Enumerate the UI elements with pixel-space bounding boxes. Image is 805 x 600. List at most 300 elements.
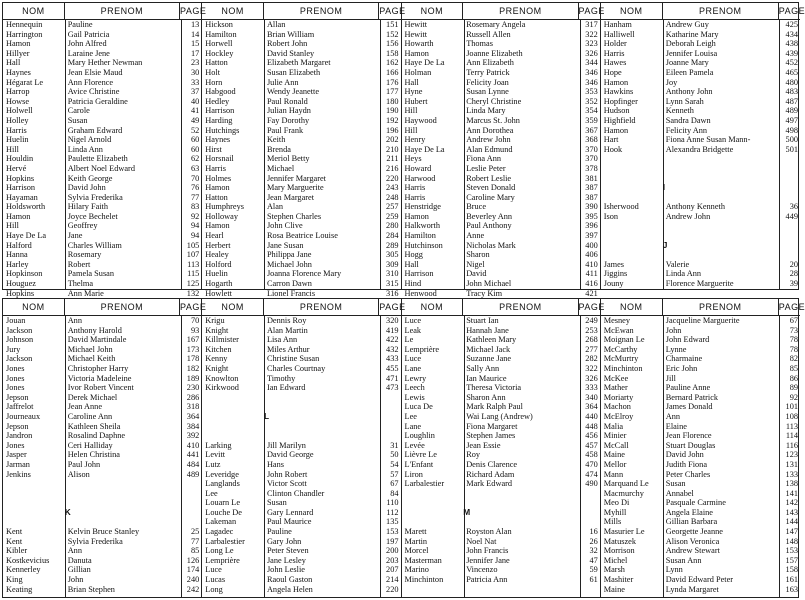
page-cell: 411 bbox=[585, 269, 598, 279]
table-row bbox=[402, 250, 600, 260]
table-row bbox=[402, 106, 600, 116]
prenom-cell: Keith bbox=[266, 135, 286, 145]
table-row bbox=[402, 498, 600, 508]
page-cell: 473 bbox=[386, 383, 399, 393]
prenom-cell: Keith George bbox=[67, 173, 113, 183]
table-row bbox=[601, 508, 800, 518]
table-row bbox=[601, 202, 800, 212]
nom-cell: Harrington bbox=[6, 29, 43, 39]
page-cell: 36 bbox=[789, 202, 798, 212]
prenom-cell: Paul Maurice bbox=[266, 517, 312, 527]
prenom-cell: Dennis Roy bbox=[266, 316, 307, 325]
table-row bbox=[601, 279, 800, 289]
nom-cell: Jaffrelot bbox=[6, 402, 34, 412]
page-cell bbox=[779, 241, 800, 251]
prenom-cell: Russell Allen bbox=[466, 29, 511, 39]
prenom-cell: Pauline Anne bbox=[665, 383, 711, 393]
nom-cell: Lane bbox=[404, 363, 422, 373]
nom-cell: Holmes bbox=[205, 173, 232, 183]
nom-cell bbox=[601, 154, 663, 164]
prenom-cell: Thomas bbox=[466, 39, 493, 49]
page-cell: 220 bbox=[386, 173, 399, 183]
prenom-cell: Robert Leslie bbox=[466, 173, 512, 183]
page-cell: 62 bbox=[190, 154, 200, 164]
nom-cell: Maine bbox=[603, 450, 625, 460]
page-cell: 15 bbox=[190, 39, 200, 49]
prenom-cell: Alexandra Bridgette bbox=[665, 144, 734, 154]
page-cell: 49 bbox=[190, 115, 200, 125]
table-row bbox=[202, 221, 400, 231]
prenom-cell: Ann Marie bbox=[67, 288, 104, 298]
page-cell: 438 bbox=[785, 39, 798, 49]
prenom-cell: Susan Elizabeth bbox=[266, 67, 321, 77]
table-row bbox=[3, 470, 201, 480]
page-cell: 456 bbox=[585, 431, 598, 441]
nom-cell: McCall bbox=[603, 440, 629, 450]
table-row bbox=[202, 575, 400, 585]
nom-cell: Minier bbox=[603, 431, 627, 441]
prenom-cell: Georgette Jeanne bbox=[665, 527, 723, 537]
table-row bbox=[3, 68, 201, 78]
page-cell bbox=[180, 508, 201, 518]
table-row bbox=[402, 202, 600, 212]
page-cell: 352 bbox=[585, 96, 598, 106]
index-column-3 bbox=[402, 3, 605, 298]
nom-cell: Hope bbox=[603, 67, 622, 77]
nom-cell: Jenkins bbox=[6, 469, 31, 479]
prenom-cell: Linda Ann bbox=[665, 269, 702, 279]
nom-cell: Jarman bbox=[6, 459, 30, 469]
table-row bbox=[601, 68, 800, 78]
page-cell: 67 bbox=[789, 316, 798, 325]
nom-cell: Horwell bbox=[205, 39, 233, 49]
page-cell: 78 bbox=[789, 335, 798, 345]
page-cell: 63 bbox=[190, 163, 200, 173]
table-row bbox=[202, 354, 400, 364]
prenom-cell: Noel Nat bbox=[466, 536, 497, 546]
nom-cell bbox=[202, 422, 264, 432]
header-nom: NOM bbox=[402, 299, 464, 315]
prenom-cell: Charmaine bbox=[665, 354, 703, 364]
page-cell: 406 bbox=[585, 250, 598, 260]
page-cell: 322 bbox=[585, 29, 598, 39]
nom-cell: Meo Di bbox=[603, 498, 630, 508]
prenom-cell: Paul John bbox=[67, 459, 101, 469]
nom-cell: Long bbox=[205, 584, 223, 594]
page-cell: 77 bbox=[190, 536, 200, 546]
table-row bbox=[3, 289, 201, 299]
table-row bbox=[3, 269, 201, 279]
table-row bbox=[202, 78, 400, 88]
nom-cell: Hall bbox=[404, 77, 419, 87]
prenom-cell: Jean Florence bbox=[665, 431, 712, 441]
table-row bbox=[601, 383, 800, 393]
page-cell bbox=[379, 431, 400, 441]
prenom-cell: Andrew John bbox=[466, 135, 511, 145]
page-cell: 268 bbox=[585, 335, 598, 345]
page-cell: 410 bbox=[186, 440, 200, 450]
table-row bbox=[3, 164, 201, 174]
page-cell: 465 bbox=[785, 67, 798, 77]
page-cell: 94 bbox=[190, 231, 200, 241]
table-row bbox=[3, 556, 201, 566]
prenom-cell bbox=[65, 489, 180, 499]
page-cell: 125 bbox=[186, 279, 200, 289]
prenom-cell: Sharon bbox=[466, 250, 490, 260]
table-row bbox=[3, 126, 201, 136]
page-cell: 470 bbox=[585, 459, 598, 469]
nom-cell bbox=[3, 489, 65, 499]
nom-cell: Harris bbox=[404, 183, 426, 193]
prenom-cell: Felicity Joan bbox=[466, 77, 509, 87]
page-cell: 190 bbox=[386, 106, 399, 116]
nom-cell: Holman bbox=[404, 67, 432, 77]
nom-cell: Hudson bbox=[603, 106, 630, 116]
prenom-cell bbox=[663, 164, 779, 174]
nom-cell: Marino bbox=[404, 565, 429, 575]
header-nom: NOM bbox=[3, 299, 65, 315]
prenom-cell: Gillian Barbara bbox=[665, 517, 718, 527]
table-row bbox=[3, 231, 201, 241]
nom-cell: Hamilton bbox=[205, 29, 237, 39]
table-row bbox=[402, 97, 600, 107]
nom-cell: Habgood bbox=[205, 87, 236, 97]
table-row bbox=[3, 422, 201, 432]
prenom-cell: Ann Dorothea bbox=[466, 125, 514, 135]
page-cell: 77 bbox=[190, 192, 200, 202]
nom-cell: Hamon bbox=[404, 211, 429, 221]
nom-cell: Hearl bbox=[205, 231, 224, 241]
nom-cell: Haye De La bbox=[404, 144, 445, 154]
page-cell: 83 bbox=[190, 202, 200, 212]
prenom-cell: Charles William bbox=[67, 240, 122, 250]
nom-cell: Lee bbox=[404, 411, 417, 421]
nom-cell: Mesney bbox=[603, 316, 631, 325]
page-cell: 326 bbox=[585, 48, 598, 58]
page-cell: 147 bbox=[785, 527, 798, 537]
table-row bbox=[601, 441, 800, 451]
nom-cell: Isherwood bbox=[603, 202, 639, 212]
prenom-cell: Jean Margaret bbox=[266, 192, 315, 202]
table-row bbox=[3, 393, 201, 403]
prenom-cell: Alan Edmund bbox=[466, 144, 513, 154]
prenom-cell: Mark Edward bbox=[466, 479, 513, 489]
page-cell: 282 bbox=[585, 354, 598, 364]
page-cell: 13 bbox=[190, 20, 200, 29]
nom-cell: Hirst bbox=[205, 144, 222, 154]
table-row bbox=[3, 335, 201, 345]
page-cell: 163 bbox=[785, 584, 798, 594]
nom-cell: Killmister bbox=[205, 335, 239, 345]
prenom-cell bbox=[264, 393, 379, 403]
nom-cell: Minchinton bbox=[404, 575, 444, 585]
prenom-cell: Anthony Kenneth bbox=[665, 202, 725, 212]
header-nom: NOM bbox=[402, 3, 464, 19]
table-row bbox=[402, 326, 600, 336]
table-row bbox=[3, 374, 201, 384]
table-row bbox=[601, 260, 800, 270]
prenom-cell bbox=[663, 231, 779, 241]
prenom-cell: Mark Ralph Paul bbox=[466, 402, 523, 412]
prenom-cell: Ann Florence bbox=[67, 77, 114, 87]
table-row bbox=[601, 412, 800, 422]
table-row bbox=[202, 193, 400, 203]
nom-cell: L'Enfant bbox=[404, 459, 434, 469]
nom-cell: Hill bbox=[404, 106, 418, 116]
page-cell: 500 bbox=[785, 135, 798, 145]
prenom-cell: Kelvin Bruce Stanley bbox=[67, 527, 140, 537]
nom-cell: Hogg bbox=[404, 250, 423, 260]
table-row bbox=[202, 527, 400, 537]
table-row bbox=[601, 498, 800, 508]
nom-cell: Jackson bbox=[6, 325, 33, 335]
page-cell: 32 bbox=[589, 546, 598, 556]
page-cell: 432 bbox=[386, 344, 399, 354]
page-cell bbox=[579, 517, 600, 527]
section-letter-row bbox=[601, 183, 800, 193]
prenom-cell: Gary John bbox=[266, 536, 302, 546]
table-row bbox=[601, 78, 800, 88]
prenom-cell bbox=[463, 489, 578, 499]
page-cell: 57 bbox=[390, 469, 399, 479]
page-cell: 220 bbox=[386, 584, 399, 594]
page-cell: 434 bbox=[785, 29, 798, 39]
page-cell: 422 bbox=[386, 335, 399, 345]
prenom-cell: John Francis bbox=[466, 546, 509, 556]
table-row bbox=[202, 498, 400, 508]
prenom-cell: Steven Donald bbox=[466, 183, 516, 193]
table-row bbox=[601, 126, 800, 136]
nom-cell: Horn bbox=[205, 77, 223, 87]
nom-cell: Henry bbox=[404, 135, 426, 145]
nom-cell: Leak bbox=[404, 325, 422, 335]
table-row bbox=[3, 106, 201, 116]
page-cell: 85 bbox=[789, 363, 798, 373]
prenom-cell: Susan bbox=[665, 479, 686, 489]
page-cell: 25 bbox=[190, 527, 200, 537]
nom-cell: Macmurchy bbox=[603, 488, 644, 498]
page-cell: 70 bbox=[190, 316, 200, 325]
nom-cell: Hutchinson bbox=[404, 240, 443, 250]
header-prenom: PRENOM bbox=[663, 3, 779, 19]
nom-cell bbox=[601, 174, 663, 184]
prenom-cell: Linda Ann bbox=[67, 144, 103, 154]
prenom-cell: John Clive bbox=[266, 221, 303, 231]
page-cell: 144 bbox=[785, 517, 798, 527]
prenom-cell: Thelma bbox=[67, 279, 94, 289]
nom-cell: Hind bbox=[404, 279, 422, 289]
prenom-cell: Katharine Mary bbox=[665, 29, 719, 39]
prenom-cell: Meriol Betty bbox=[266, 154, 310, 164]
page-cell: 174 bbox=[186, 565, 200, 575]
nom-cell: Harley bbox=[6, 259, 29, 269]
table-row bbox=[3, 20, 201, 30]
nom-cell: Journeaux bbox=[6, 411, 41, 421]
nom-cell: Levée bbox=[404, 440, 425, 450]
table-row bbox=[402, 546, 600, 556]
page-cell: 30 bbox=[190, 67, 200, 77]
prenom-cell bbox=[663, 193, 779, 203]
page-cell: 180 bbox=[386, 96, 399, 106]
nom-cell: Kent bbox=[6, 527, 23, 537]
page-cell: 370 bbox=[585, 144, 598, 154]
prenom-cell: Michael Jack bbox=[466, 344, 511, 354]
prenom-cell: Andrew Guy bbox=[665, 20, 709, 29]
prenom-cell: Jean Essie bbox=[466, 440, 501, 450]
nom-cell: Knight bbox=[205, 363, 229, 373]
page-cell: 196 bbox=[386, 125, 399, 135]
page-cell: 176 bbox=[386, 77, 399, 87]
table-row bbox=[202, 231, 400, 241]
page-cell bbox=[779, 231, 800, 241]
table-row bbox=[202, 335, 400, 345]
prenom-cell: Victor Scott bbox=[266, 479, 307, 489]
nom-cell: Humphreys bbox=[205, 202, 244, 212]
prenom-cell: John Leslie bbox=[266, 565, 305, 575]
table-row bbox=[601, 212, 800, 222]
page-cell bbox=[379, 402, 400, 412]
nom-cell: Maine bbox=[603, 584, 625, 594]
page-cell: 458 bbox=[585, 450, 598, 460]
page-cell: 107 bbox=[186, 250, 200, 260]
nom-cell: Hall bbox=[6, 58, 21, 68]
prenom-cell: Lynda Margaret bbox=[665, 584, 719, 594]
table-row bbox=[601, 58, 800, 68]
page-cell: 320 bbox=[386, 316, 399, 325]
index-column-3 bbox=[402, 299, 605, 597]
prenom-cell: Susan Ann bbox=[665, 555, 702, 565]
page-cell: 480 bbox=[785, 77, 798, 87]
prenom-cell: Nicholas Mark bbox=[466, 240, 516, 250]
page-cell: 78 bbox=[789, 344, 798, 354]
nom-cell: Long Le bbox=[205, 546, 234, 556]
page-cell: 425 bbox=[785, 20, 798, 29]
nom-cell: Masterman bbox=[404, 555, 442, 565]
prenom-cell: Kenneth bbox=[665, 106, 694, 116]
prenom-cell: Hannah Jane bbox=[466, 325, 509, 335]
prenom-cell: Beverley Ann bbox=[466, 211, 513, 221]
table-row bbox=[402, 231, 600, 241]
prenom-cell: John Robert bbox=[266, 469, 308, 479]
nom-cell: Hook bbox=[603, 144, 623, 154]
table-row bbox=[402, 260, 600, 270]
prenom-cell bbox=[663, 250, 779, 260]
page-cell: 158 bbox=[785, 565, 798, 575]
page-cell: 333 bbox=[585, 383, 598, 393]
nom-cell: Hill bbox=[6, 144, 19, 154]
prenom-cell: Christopher Harry bbox=[67, 363, 129, 373]
nom-cell: Healey bbox=[205, 250, 229, 260]
nom-cell: Luce bbox=[404, 316, 422, 325]
table-row bbox=[402, 174, 600, 184]
prenom-cell: Ann bbox=[67, 316, 82, 325]
page-cell: 315 bbox=[386, 279, 399, 289]
nom-cell: Hawes bbox=[603, 58, 627, 68]
table-row bbox=[601, 585, 800, 595]
table-row bbox=[601, 393, 800, 403]
nom-cell bbox=[402, 489, 464, 499]
table-row bbox=[202, 585, 400, 595]
table-row bbox=[3, 58, 201, 68]
table-row bbox=[3, 402, 201, 412]
prenom-cell: Derek Michael bbox=[67, 392, 118, 402]
index-column-2 bbox=[202, 299, 406, 597]
nom-cell: Hennequin bbox=[6, 20, 43, 29]
prenom-cell: Jennifer Louisa bbox=[665, 48, 718, 58]
nom-cell: Johnson bbox=[6, 335, 34, 345]
prenom-cell: Fiona Anne Susan Mann- bbox=[665, 135, 751, 145]
header-page: PAGE bbox=[778, 302, 805, 312]
nom-cell: Holder bbox=[603, 39, 627, 49]
nom-cell bbox=[601, 164, 663, 174]
prenom-cell: Pauline bbox=[67, 20, 93, 29]
table-row bbox=[202, 289, 400, 299]
nom-cell bbox=[3, 479, 65, 489]
prenom-cell: Sharon Ann bbox=[466, 392, 506, 402]
header-page: PAGE bbox=[180, 302, 207, 312]
page-cell: 101 bbox=[785, 402, 798, 412]
page-cell: 353 bbox=[585, 87, 598, 97]
page-cell: 322 bbox=[585, 363, 598, 373]
nom-cell: Knight bbox=[205, 325, 229, 335]
page-cell: 449 bbox=[785, 211, 798, 221]
prenom-cell: Roy bbox=[466, 450, 481, 460]
page-cell bbox=[180, 489, 201, 499]
prenom-cell: Joanne Mary bbox=[665, 58, 709, 68]
page-cell: 152 bbox=[386, 29, 399, 39]
table-row bbox=[3, 97, 201, 107]
table-row bbox=[3, 450, 201, 460]
table-row bbox=[601, 565, 800, 575]
prenom-cell: Caroline Ann bbox=[67, 411, 113, 421]
prenom-cell: Sylvia Frederika bbox=[67, 536, 123, 546]
nom-cell: Jones bbox=[6, 363, 25, 373]
table-row bbox=[601, 289, 800, 299]
prenom-cell: David Stanley bbox=[266, 48, 315, 58]
table-row bbox=[3, 527, 201, 537]
prenom-cell: Sally Ann bbox=[466, 363, 500, 373]
prenom-cell: David Martindale bbox=[67, 335, 127, 345]
prenom-cell: Peter Charles bbox=[665, 469, 711, 479]
table-row bbox=[402, 241, 600, 251]
prenom-cell: Rosemary Angela bbox=[466, 20, 526, 29]
table-row bbox=[601, 193, 800, 203]
table-row bbox=[601, 250, 800, 260]
prenom-cell: Kathleen Mary bbox=[466, 335, 517, 345]
page-cell: 471 bbox=[386, 373, 399, 383]
nom-cell: Lane bbox=[404, 421, 422, 431]
table-row bbox=[202, 135, 400, 145]
page-cell: 439 bbox=[785, 48, 798, 58]
nom-cell: Hutchings bbox=[205, 125, 240, 135]
page-cell: 253 bbox=[585, 325, 598, 335]
table-row bbox=[3, 517, 201, 527]
table-row bbox=[402, 30, 600, 40]
prenom-cell: Joanna Florence Mary bbox=[266, 269, 342, 279]
nom-cell: Kennerley bbox=[6, 565, 41, 575]
prenom-cell: Paul Ronald bbox=[266, 96, 308, 106]
page-cell: 483 bbox=[785, 87, 798, 97]
page-cell: 487 bbox=[785, 96, 798, 106]
table-row bbox=[402, 58, 600, 68]
nom-cell: Morrison bbox=[603, 546, 635, 556]
prenom-cell: Anthony John bbox=[665, 87, 713, 97]
page-cell: 135 bbox=[386, 517, 399, 527]
table-row bbox=[402, 489, 600, 499]
prenom-cell: Ian Maurice bbox=[466, 373, 507, 383]
page-cell: 416 bbox=[585, 279, 598, 289]
page-cell: 211 bbox=[386, 154, 399, 164]
